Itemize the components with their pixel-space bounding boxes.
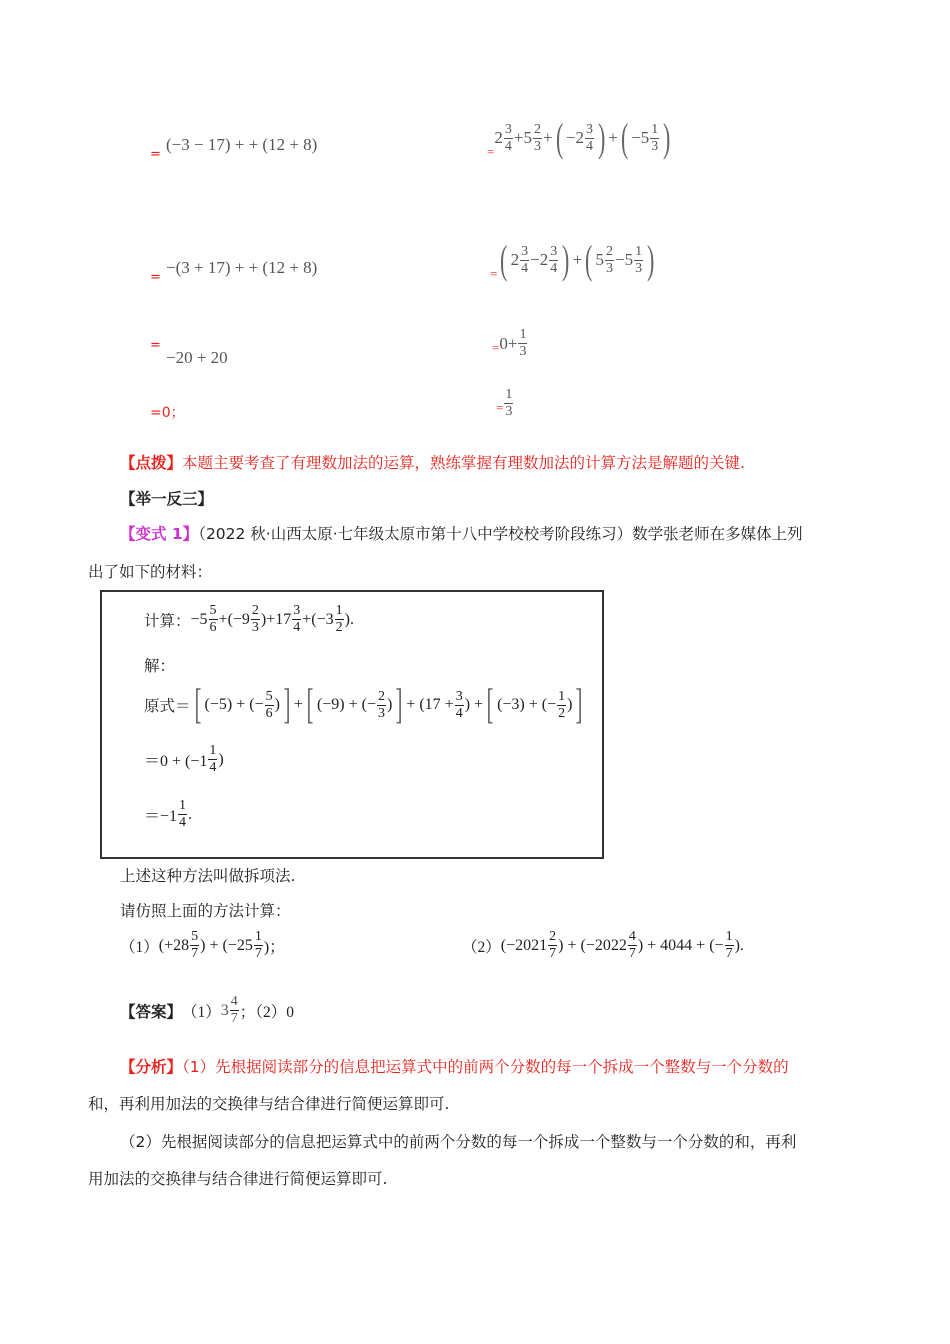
variant-label: 【变式 1】 — [120, 525, 199, 543]
box-jie: 解： — [144, 657, 176, 675]
material-box — [100, 590, 604, 859]
equals-sign: = — [150, 147, 161, 162]
fraction: $\frac{3}{4}$ — [585, 121, 593, 154]
whole-number: −2 — [565, 128, 584, 147]
whole-number: −5 — [631, 128, 650, 147]
right-step-1: = 2 $\frac{3}{4}$ + 5 $\frac{2}{3}$ + ( −2 $\frac{3}{4}$ ) + ( −5 $\frac{1}{3}$ ) — [487, 115, 671, 160]
section-heading: 【举一反三】 — [120, 490, 214, 508]
variant-source: （2022 秋·山西太原·七年级太原市第十八中学校校考阶段练习）数学张老师在多媒体上列 — [198, 525, 803, 543]
box-step2: ＝0 + (−1 $\frac{1}{4}$ ) — [144, 743, 224, 775]
equals-sign: = — [492, 339, 500, 355]
box-calc-line: 计算： −5 $\frac{5}{6}$ +(−9 $\frac{2}{3}$ )+17 $\frac{3}{4}$ +(−3 $\frac{1}{2}$ ). — [144, 603, 354, 635]
answer-part1: （1） — [182, 1003, 221, 1021]
left-step-3 — [150, 338, 228, 367]
math-expression: −(3 + 17) + + (12 + 8) — [166, 258, 318, 277]
step3-expr: ＝−1 — [144, 808, 178, 825]
right-step-3 — [492, 328, 528, 359]
right-step-2: = ( 2 $\frac{3}{4}$ − 2 $\frac{3}{4}$ ) + ( 5 $\frac{2}{3}$ − 5 $\frac{1}{3}$ ) — [490, 237, 655, 282]
equals-sign: = — [150, 338, 161, 353]
left-step-1 — [150, 135, 318, 162]
question-2: （2） (−2021 $\frac{2}{7}$ ) + (−2022 $\frac{4}{7}$ ) + 4044 + (− $\frac{1}{7}$ ). — [462, 929, 744, 961]
whole-number: 2 — [494, 128, 503, 147]
equals-sign: = — [496, 399, 504, 415]
analysis-line-1 — [120, 1055, 789, 1077]
analysis-text: （1）先根据阅读部分的信息把运算式中的前两个分数的每一个拆成一个整数与一个分数的 — [182, 1058, 789, 1076]
fraction: $\frac{1}{3}$ — [651, 121, 659, 154]
equals-sign: = — [487, 144, 495, 159]
step2-expr: ＝0 + (−1 — [144, 753, 208, 770]
question-1: （1） (+28 $\frac{5}{7}$ ) + (−25 $\frac{1}{7}$ )； — [120, 929, 286, 961]
variant-heading — [120, 522, 860, 544]
calc-label: 计算： — [144, 612, 191, 630]
equals-sign: = — [490, 266, 498, 281]
math-expression: −20 + 20 — [166, 348, 228, 367]
whole-number: 5 — [523, 128, 532, 147]
equals-sign: = — [150, 270, 161, 285]
box-yuanshi-line: 原式＝ [ (−5) + (− $\frac{5}{6}$ ) ] + [ (−9) + (− $\frac{2}{3}$ ) ] + (17 + $\frac{3}{4}$ ) + [ (−3) + (− $\frac{1}{2}$ ) ] — [144, 682, 583, 728]
method-note: 上述这种方法叫做拆项法. — [120, 867, 296, 885]
tip-label: 【点拨】 — [120, 454, 183, 472]
math-expression: 0+ — [499, 333, 518, 353]
q1-label: （1） — [120, 938, 159, 956]
tip-paragraph — [120, 451, 745, 473]
variant-source-cont: 出了如下的材料： — [88, 563, 213, 581]
right-step-4 — [496, 388, 514, 419]
answer-part2: ；（2）0 — [239, 1003, 295, 1021]
fraction: $\frac{2}{3}$ — [533, 121, 541, 154]
answer-line: 【答案】 （1） 3 $\frac{4}{7}$ ；（2）0 — [120, 994, 295, 1026]
left-step-2 — [150, 258, 318, 285]
answer-label: 【答案】 — [120, 1003, 183, 1021]
fraction: $\frac{1}{3}$ — [519, 327, 527, 359]
tip-text: 本题主要考查了有理数加法的运算，熟练掌握有理数加法的计算方法是解题的关键. — [182, 454, 745, 472]
plus: + — [513, 128, 524, 147]
instruction: 请仿照上面的方法计算： — [120, 902, 291, 920]
analysis-label: 【分析】 — [120, 1058, 183, 1076]
analysis-line-2: 和，再利用加法的交换律与结合律进行简便运算即可. — [88, 1095, 450, 1113]
fraction: $\frac{1}{3}$ — [505, 387, 513, 419]
yuanshi-label: 原式＝ — [144, 698, 191, 715]
fraction: $\frac{3}{4}$ — [504, 121, 512, 154]
math-expression: (−3 − 17) + + (12 + 8) — [166, 135, 318, 154]
box-step3: ＝−1 $\frac{1}{4}$ . — [144, 798, 193, 830]
analysis-line-4: 用加法的交换律与结合律进行简便运算即可. — [88, 1170, 388, 1188]
q2-label: （2） — [462, 938, 501, 956]
analysis-line-3: （2）先根据阅读部分的信息把运算式中的前两个分数的每一个拆成一个整数与一个分数的和，再利 — [120, 1133, 797, 1151]
left-step-4: =0； — [150, 405, 185, 421]
